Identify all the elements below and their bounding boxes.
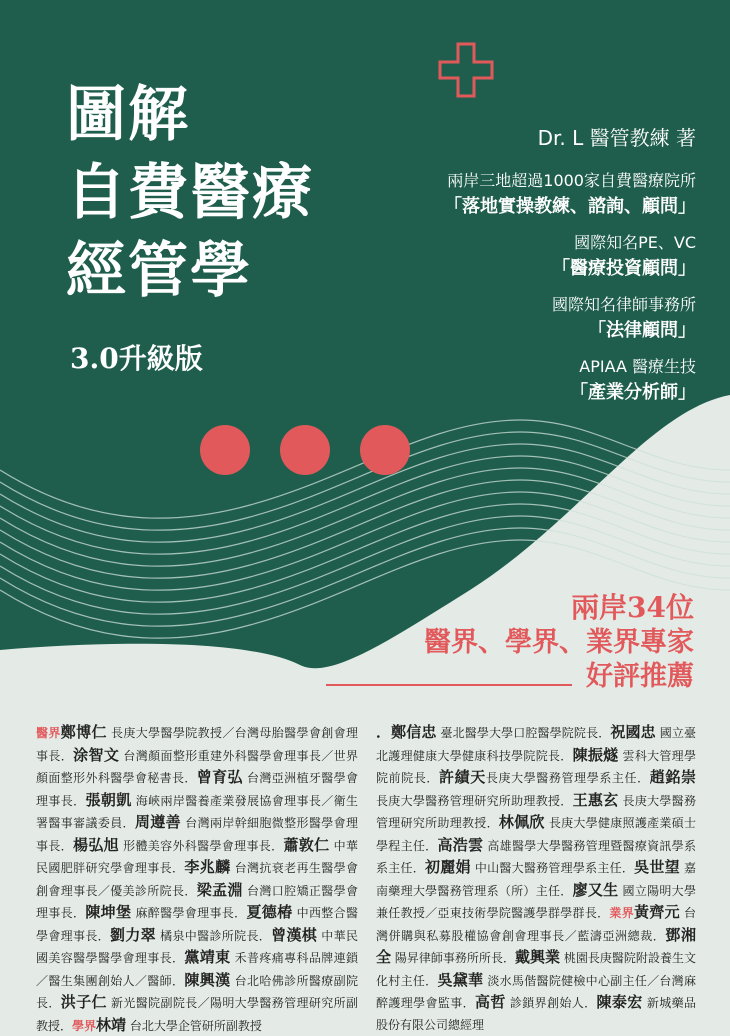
credential-title: 「產業分析師」 <box>570 382 696 403</box>
endorser-title: 中西整合醫學會理事長． <box>36 906 358 943</box>
endorser-name: 張朝凱 <box>85 790 132 809</box>
endorser-title: 台灣併購與私募股權協會創會理事長／藍濤亞洲總裁． <box>376 906 696 943</box>
endorser-name: 劉力翠 <box>110 925 156 944</box>
red-dot <box>280 425 330 475</box>
decorative-dots <box>200 425 410 479</box>
endorser-name: 高浩雲 <box>437 835 484 854</box>
sector-tag: 醫界 <box>36 726 61 740</box>
endorser-name: 陳泰宏 <box>596 993 643 1011</box>
credential-role: APIAA 醫療生技 <box>579 357 696 376</box>
endorser-name: 黨靖東 <box>184 948 231 966</box>
endorser-title: 長庚大學健康照護產業碩士學程主任． <box>376 816 696 853</box>
endorser-title: 台灣兩岸幹細胞微整形醫學會理事長． <box>36 816 358 853</box>
endorser-name: 李兆麟 <box>184 858 231 876</box>
endorser-title: 台北大學企管研所副教授 <box>126 1018 262 1033</box>
endorser-name: 蕭敦仁 <box>283 835 330 854</box>
endorser-title: 新城藥品股份有限公司總經理 <box>376 996 696 1032</box>
endorser-title: 淡水馬偕醫院健檢中心副主任／台灣麻醉護理學會監事． <box>376 973 696 1010</box>
endorser-name: 廖又生 <box>572 880 619 899</box>
credential-title: 「落地實操教練、諮詢、顧問」 <box>444 196 696 217</box>
endorser-title: 長庚大學醫學院教授／台灣母胎醫學會創會理事長． <box>36 726 358 763</box>
endorser-name: 趙銘崇 <box>649 768 696 786</box>
endorser-title: 臺北醫學大學口腔醫學院院長． <box>436 726 611 740</box>
endorser-name: 鄧湘全 <box>376 925 696 966</box>
endorser-name: 洪子仁 <box>60 993 107 1011</box>
edition-label: 3.0升級版 <box>70 342 203 375</box>
recommendation-count: 兩岸34位 <box>571 591 694 624</box>
recommendation-underline <box>326 684 572 686</box>
book-title-line-2: 自費醫療 <box>66 158 314 228</box>
recommendation-fields: 醫界、學界、業界專家 <box>424 627 694 658</box>
credential-role: 兩岸三地超過1000家自費醫療院所 <box>447 171 696 190</box>
endorser-name: 陳坤堡 <box>85 903 132 921</box>
endorser-title: 高雄醫學大學醫務管理暨醫療資訊學系系主任． <box>376 838 696 875</box>
endorser-title: 台灣抗衰老再生醫學會創會理事長／優美診所院長． <box>36 861 358 898</box>
credential-title: 「醫療投資顧問」 <box>552 258 696 279</box>
endorser-name: 許績天 <box>439 768 486 786</box>
endorser-title: 新光醫院副院長／陽明大學醫務管理研究所副教授． <box>36 996 358 1033</box>
endorser-name: 吳世望 <box>634 858 680 876</box>
endorser-title: 麻醉醫學會理事長． <box>131 906 247 920</box>
recommendation-praise: 好評推薦 <box>586 661 694 692</box>
endorser-name: ．鄭信忠 <box>376 723 437 741</box>
plus-icon <box>438 42 494 98</box>
endorser-title: 診鎖界創始人． <box>505 996 597 1010</box>
credential-role: 國際知名律師事務所 <box>551 295 696 314</box>
endorser-title: 海峽兩岸醫養產業發展協會理事長／衛生署醫事審議委員． <box>36 793 358 830</box>
endorser-title: 嘉南藥理大學醫務管理系（所）主任． <box>376 861 696 898</box>
book-title-line-3: 經管學 <box>66 236 252 306</box>
endorser-name: 曾育弘 <box>196 768 243 786</box>
endorser-name: 林佩欣 <box>498 813 545 831</box>
endorser-title: 台灣顏面整形重建外科醫學會理事長／世界顏面整形外科醫學會秘書長． <box>36 748 358 785</box>
endorser-title: 國立臺北護理健康大學健康科技學院院長． <box>376 726 696 763</box>
endorser-title: 台灣口腔矯正醫學會理事長． <box>36 883 358 920</box>
author-line: Dr. L 醫管教練 著 <box>537 126 696 150</box>
book-title-line-1: 圖解 <box>66 80 190 150</box>
endorsers-left-column <box>36 722 358 1036</box>
endorser-name: 林靖 <box>96 1015 127 1034</box>
credential-role: 國際知名PE、VC <box>574 233 696 252</box>
endorser-name: 陳振燧 <box>572 745 619 764</box>
endorser-title: 禾普疼痛專科品牌連鎖／醫生集團創始人／醫師． <box>36 951 358 988</box>
recommendation-block <box>424 590 694 694</box>
red-dot <box>360 425 410 475</box>
endorser-title: 台北哈佛診所醫療副院長． <box>36 973 358 1010</box>
endorser-title: 國立陽明大學兼任教授／亞東技術學院醫護學群學群長． <box>376 883 696 920</box>
endorser-title: 中山醫大醫務管理學系主任． <box>470 861 635 875</box>
endorser-name: 夏德椿 <box>246 903 293 921</box>
endorser-name: 涂智文 <box>73 745 120 764</box>
endorsers-right-column <box>376 722 696 1036</box>
endorser-name: 曾漢棋 <box>271 925 318 944</box>
endorser-title: 中華民國美容醫學醫學會理事長． <box>36 928 358 965</box>
endorser-name: 周遵善 <box>134 813 182 831</box>
endorser-name: 戴興業 <box>514 948 561 966</box>
endorser-name: 黃齊元 <box>634 903 680 921</box>
sector-tag: 業界 <box>609 906 634 920</box>
endorser-name: 祝國忠 <box>610 723 656 741</box>
endorser-title: 中華民國肥胖研究學會理事長． <box>36 838 358 875</box>
endorser-name: 鄭博仁 <box>60 723 107 741</box>
endorser-name: 王惠玄 <box>572 790 619 809</box>
endorser-title: 台灣亞洲植牙醫學會理事長． <box>36 771 358 808</box>
endorser-name: 陳興漢 <box>184 970 231 989</box>
endorser-title: 長庚大學醫務管理學系主任． <box>485 771 650 785</box>
endorser-title: 橘泉中醫診所院長． <box>156 928 272 943</box>
endorser-name: 初麗娟 <box>425 858 471 876</box>
endorser-name: 梁孟淵 <box>196 880 243 899</box>
endorser-title: 長庚大學醫務管理研究所助理教授． <box>376 793 696 830</box>
credential-title: 「法律顧問」 <box>588 320 696 341</box>
sector-tag: 學界 <box>72 1018 97 1033</box>
endorser-title: 形體美容外科醫學會理事長． <box>119 838 284 853</box>
endorser-name: 吳黛華 <box>437 970 484 989</box>
endorser-title: 長庚大學醫務管理研究所助理教授． <box>376 793 573 808</box>
endorser-title: 桃園長庚醫院附設養生文化村主任． <box>376 951 696 988</box>
endorser-title: 雲科大管理學院前院長． <box>376 748 696 785</box>
red-dot <box>200 425 250 475</box>
endorser-title: 陽昇律師事務所所長． <box>391 951 515 965</box>
author-credentials <box>444 122 696 417</box>
endorser-name: 高哲 <box>474 993 506 1011</box>
endorser-name: 楊弘旭 <box>73 835 119 854</box>
